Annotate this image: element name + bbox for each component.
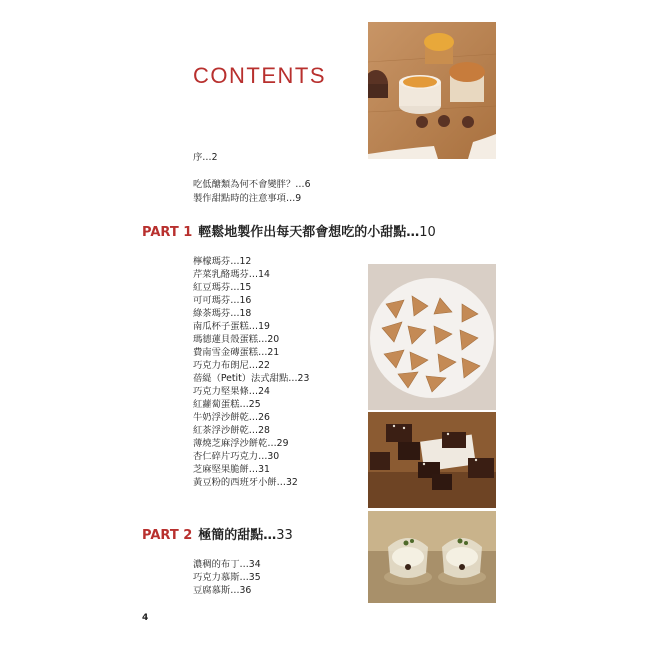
cookies-photo	[368, 264, 496, 410]
mousse-illustration	[368, 511, 496, 603]
brownies-illustration	[368, 412, 496, 508]
part2-label: PART 2	[142, 528, 193, 543]
list-item[interactable]: 紅豆瑪芬…15	[193, 282, 252, 293]
part1-heading[interactable]	[142, 221, 436, 240]
list-item[interactable]: 巧克力慕斯…35	[193, 572, 261, 583]
list-item[interactable]: 巧克力布朗尼…22	[193, 360, 270, 371]
list-item[interactable]: 紅蘿蔔蛋糕…25	[193, 399, 261, 410]
part2-list	[193, 558, 261, 597]
toc-intro-low-carb[interactable]: 吃低醣類為何不會變胖？…6	[193, 179, 311, 190]
part2-page: 33	[276, 528, 293, 543]
list-item[interactable]: 可可瑪芬…16	[193, 295, 252, 306]
page-number: 4	[142, 613, 149, 623]
list-item[interactable]: 綠茶瑪芬…18	[193, 308, 252, 319]
list-item[interactable]: 紅茶浮沙餅乾…28	[193, 425, 270, 436]
list-item[interactable]: 杏仁碎片巧克力…30	[193, 451, 280, 462]
list-item[interactable]: 芝麻堅果脆餅…31	[193, 464, 270, 475]
list-item[interactable]: 南瓜杯子蛋糕…19	[193, 321, 270, 332]
list-item[interactable]: 巧克力堅果條…24	[193, 386, 270, 397]
brownies-photo	[368, 412, 496, 508]
part1-label: PART 1	[142, 225, 193, 240]
list-item[interactable]: 瑪德蓮貝殼蛋糕…20	[193, 334, 280, 345]
part1-title: 輕鬆地製作出每天都會想吃的小甜點…	[198, 225, 420, 240]
list-item[interactable]: 牛奶浮沙餅乾…26	[193, 412, 270, 423]
list-item[interactable]: 薄燒芝麻浮沙餅乾…29	[193, 438, 289, 449]
page-title: CONTENTS	[193, 63, 326, 88]
list-item[interactable]: 豆腐慕斯…36	[193, 585, 252, 596]
toc-intro-notes[interactable]: 製作甜點時的注意事項…9	[193, 193, 302, 204]
toc-intro-preface[interactable]: 序…2	[193, 152, 218, 163]
list-item[interactable]: 黃豆粉的西班牙小餅…32	[193, 477, 298, 488]
part1-page: 10	[419, 225, 436, 240]
muffins-illustration	[368, 22, 496, 159]
list-item[interactable]: 蓓緹（Petit）法式甜點…23	[193, 373, 310, 384]
list-item[interactable]: 芹菜乳酪瑪芬…14	[193, 269, 270, 280]
list-item[interactable]: 濃稠的布丁…34	[193, 559, 261, 570]
muffins-photo	[368, 22, 496, 159]
part1-list	[193, 255, 309, 489]
list-item[interactable]: 費南雪金磚蛋糕…21	[193, 347, 280, 358]
mousse-photo	[368, 511, 496, 603]
cookies-illustration	[368, 264, 496, 410]
part2-heading[interactable]	[142, 524, 293, 543]
part2-title: 極簡的甜點…	[198, 528, 277, 543]
list-item[interactable]: 檸檬瑪芬…12	[193, 256, 252, 267]
